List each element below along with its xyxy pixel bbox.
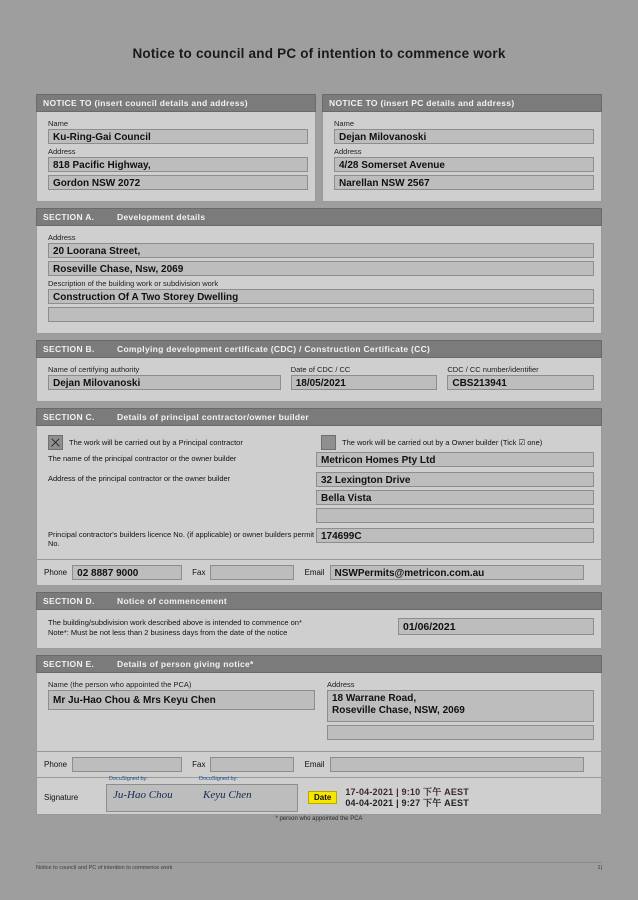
date-chip: Date xyxy=(308,791,337,804)
section-e-heading xyxy=(36,655,602,673)
contractor-type-row xyxy=(48,435,594,450)
section-c-title: Details of principal contractor/owner builder xyxy=(117,412,310,422)
section-c-code: SECTION C. xyxy=(43,412,95,422)
form-body xyxy=(36,94,602,822)
dev-address-label: Address xyxy=(48,233,76,242)
owner-builder-option[interactable] xyxy=(321,435,594,450)
licence-label: Principal contractor's builders licence No. (if applicable) or owner builders permit No. xyxy=(48,530,315,549)
docusign-tag-1: DocuSigned by: xyxy=(109,775,148,782)
licence-row xyxy=(44,528,594,549)
notifier-name-block xyxy=(44,678,315,743)
contractor-address-line1[interactable]: 32 Lexington Drive xyxy=(316,472,594,487)
council-address-line2[interactable]: Gordon NSW 2072 xyxy=(48,175,308,190)
contractor-phone-label: Phone xyxy=(44,567,68,577)
page-footer xyxy=(36,862,602,871)
principal-contractor-option[interactable] xyxy=(48,435,321,450)
section-a-panel xyxy=(36,226,602,334)
signature-label: Signature xyxy=(44,793,79,803)
owner-builder-label: The work will be carried out by a Owner builder (Tick ☑ one) xyxy=(342,438,543,447)
contractor-address-line2[interactable]: Bella Vista xyxy=(316,490,594,505)
contractor-address-label: Address of the principal contractor or the owner builder xyxy=(48,474,231,483)
section-b-title: Complying development certificate (CDC) / Construction Certificate (CC) xyxy=(117,344,431,354)
notice-to-pc-panel xyxy=(322,112,602,202)
notifier-phone-label: Phone xyxy=(44,759,68,769)
dev-description-line1[interactable]: Construction Of A Two Storey Dwelling xyxy=(48,289,594,304)
cdc-date-field[interactable]: 18/05/2021 xyxy=(291,375,438,390)
notice-to-row xyxy=(36,94,602,202)
section-d-title: Notice of commencement xyxy=(117,595,228,606)
notifier-fax-field[interactable] xyxy=(210,757,294,772)
council-name-label: Name xyxy=(48,119,69,128)
authority-field[interactable]: Dejan Milovanoski xyxy=(48,375,281,390)
pc-address-line1[interactable]: 4/28 Somerset Avenue xyxy=(334,157,594,172)
notifier-phone-field[interactable] xyxy=(72,757,182,772)
section-a-code: SECTION A. xyxy=(43,212,95,222)
notifier-address-label: Address xyxy=(327,679,355,689)
date-stamp xyxy=(345,787,469,810)
notifier-address-line3[interactable] xyxy=(327,725,594,740)
signature-row xyxy=(36,775,602,815)
cdc-date-label: Date of CDC / CC xyxy=(290,365,351,374)
signature-script-2: Keyu Chen xyxy=(203,788,252,801)
notifier-email-label: Email xyxy=(304,759,325,769)
section-e-title: Details of person giving notice* xyxy=(117,658,254,669)
section-d-panel xyxy=(36,610,602,649)
contractor-name-label: The name of the principal contractor or the owner builder xyxy=(48,454,237,463)
commencement-text-line2: Note*: Must be not less than 2 business days from the date of the notice xyxy=(48,627,288,637)
notice-to-pc-heading: NOTICE TO (insert PC details and address) xyxy=(322,94,602,112)
notifier-address-line2: Roseville Chase, NSW, 2069 xyxy=(332,705,465,717)
section-b xyxy=(36,340,602,402)
section-e-panel xyxy=(36,673,602,752)
contractor-phone-field[interactable]: 02 8887 9000 xyxy=(72,565,182,580)
notifier-fax-label: Fax xyxy=(192,759,206,769)
principal-contractor-label: The work will be carried out by a Principal contractor xyxy=(69,438,243,447)
pc-name-label: Name xyxy=(334,119,355,128)
checkbox-checked-icon[interactable] xyxy=(48,435,63,450)
council-name-field[interactable]: Ku-Ring-Gai Council xyxy=(48,129,308,144)
section-d xyxy=(36,592,602,649)
contractor-name-field[interactable]: Metricon Homes Pty Ltd xyxy=(316,452,594,467)
commencement-date-wrap xyxy=(394,618,594,638)
pc-address-label: Address xyxy=(334,147,362,156)
commencement-note xyxy=(44,618,394,638)
checkbox-empty-icon[interactable] xyxy=(321,435,336,450)
dev-address-line2[interactable]: Roseville Chase, Nsw, 2069 xyxy=(48,261,594,276)
dev-description-line2[interactable] xyxy=(48,307,594,322)
section-b-panel xyxy=(36,358,602,402)
commencement-text-line1: The building/subdivision work described above is intended to commence on* xyxy=(48,618,302,627)
footer-right: 1| xyxy=(597,865,602,871)
page-title: Notice to council and PC of intention to commence work xyxy=(132,46,506,61)
notice-to-council-panel xyxy=(36,112,316,202)
cdc-number-label: CDC / CC number/identifier xyxy=(447,365,539,374)
contractor-fax-label: Fax xyxy=(192,567,206,577)
contractor-email-label: Email xyxy=(304,567,325,577)
date-stamp-line1: 17-04-2021 | 9:10 下午 AEST xyxy=(345,786,469,797)
docusign-tag-2: DocuSigned by: xyxy=(199,775,238,782)
section-c xyxy=(36,408,602,586)
section-b-heading xyxy=(36,340,602,358)
section-d-code: SECTION D. xyxy=(43,595,95,606)
notice-to-council-heading: NOTICE TO (insert council details and address) xyxy=(36,94,316,112)
section-a-title: Development details xyxy=(117,212,206,222)
contractor-email-field[interactable]: NSWPermits@metricon.com.au xyxy=(330,565,585,580)
section-e-code: SECTION E. xyxy=(43,658,95,669)
contractor-address-line3[interactable] xyxy=(316,508,594,523)
notifier-address-block xyxy=(323,678,594,743)
cdc-number-field[interactable]: CBS213941 xyxy=(447,375,594,390)
notifier-email-field[interactable] xyxy=(330,757,585,772)
date-stamp-line2: 04-04-2021 | 9:27 下午 AEST xyxy=(345,797,469,808)
notifier-address-line1: 18 Warrane Road, xyxy=(332,692,417,704)
section-a-heading xyxy=(36,208,602,226)
pc-address-line2[interactable]: Narellan NSW 2567 xyxy=(334,175,594,190)
pc-name-field[interactable]: Dejan Milovanoski xyxy=(334,129,594,144)
signature-script-1: Ju-Hao Chou xyxy=(113,788,173,801)
dev-description-label: Description of the building work or subdivision work xyxy=(48,279,219,288)
council-address-line1[interactable]: 818 Pacific Highway, xyxy=(48,157,308,172)
council-address-label: Address xyxy=(48,147,76,156)
notifier-name-label: Name (the person who appointed the PCA) xyxy=(48,679,192,689)
section-d-heading xyxy=(36,592,602,610)
authority-label: Name of certifying authority xyxy=(48,365,140,374)
footer-left: Notice to council and PC of intention to commence work xyxy=(36,865,173,871)
notice-to-pc xyxy=(322,94,602,202)
section-c-heading xyxy=(36,408,602,426)
section-a xyxy=(36,208,602,334)
section-b-code: SECTION B. xyxy=(43,344,95,354)
pca-note: * person who appointed the PCA xyxy=(275,815,363,822)
notifier-contact-row xyxy=(36,752,602,778)
section-c-panel xyxy=(36,426,602,560)
commencement-date-field[interactable]: 01/06/2021 xyxy=(398,618,594,635)
contractor-name-row xyxy=(44,452,594,470)
notifier-address-field[interactable] xyxy=(327,690,594,722)
licence-field[interactable]: 174699C xyxy=(316,528,594,543)
contractor-fax-field[interactable] xyxy=(210,565,294,580)
signature-field[interactable] xyxy=(106,775,298,812)
contractor-address-row xyxy=(44,472,594,526)
dev-address-line1[interactable]: 20 Loorana Street, xyxy=(48,243,594,258)
contractor-contact-row xyxy=(36,560,602,586)
notifier-name-field[interactable]: Mr Ju-Hao Chou & Mrs Keyu Chen xyxy=(48,690,315,710)
section-e xyxy=(36,655,602,822)
notice-to-council xyxy=(36,94,316,202)
